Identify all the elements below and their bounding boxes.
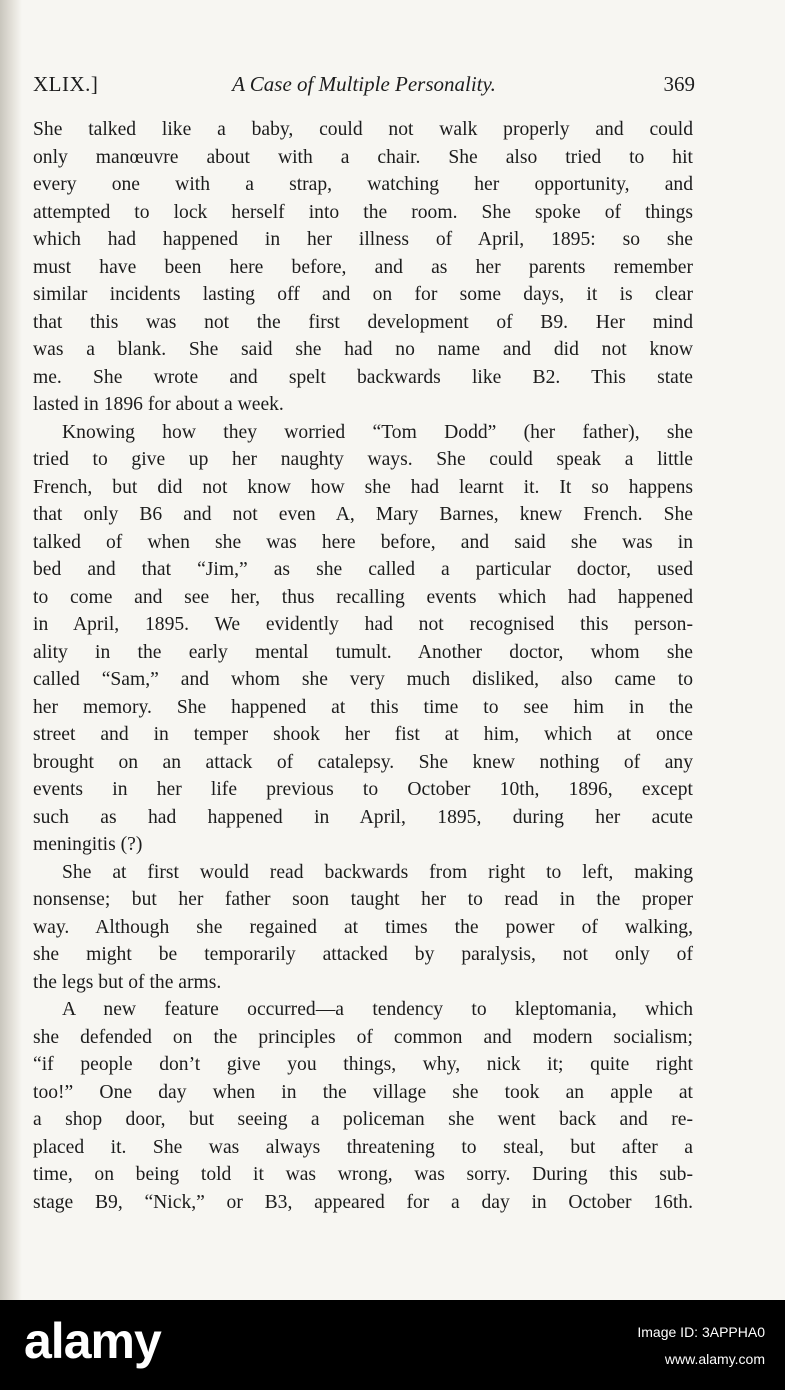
text-line: her memory. She happened at this time to see him in the bbox=[33, 696, 693, 718]
text-line: in April, 1895. We evidently had not recognised this person- bbox=[33, 614, 693, 635]
section-marker: XLIX.] bbox=[33, 72, 99, 96]
text-line: to come and see her, thus recalling events which had happened bbox=[33, 586, 693, 608]
text-line: tried to give up her naughty ways. She could speak a little bbox=[33, 449, 693, 470]
text-line: called “Sam,” and whom she very much disliked, also came to bbox=[33, 669, 693, 690]
site-url: www.alamy.com bbox=[664, 1351, 765, 1367]
text-line: time, on being told it was wrong, was sorry. During this sub- bbox=[33, 1164, 693, 1185]
text-line: placed it. She was always threatening to steal, but after a bbox=[33, 1136, 693, 1158]
text-line: was a blank. She said she had no name and did not know bbox=[33, 339, 693, 360]
text-line: must have been here before, and as her parents remember bbox=[33, 256, 693, 278]
text-line: talked of when she was here before, and said she was in bbox=[33, 531, 693, 553]
text-line: brought on an attack of catalepsy. She knew nothing of any bbox=[33, 751, 693, 773]
text-line: French, but did not know how she had learnt it. It so happens bbox=[33, 476, 693, 498]
text-line: too!” One day when in the village she took an apple at bbox=[33, 1081, 693, 1103]
text-line: only manœuvre about with a chair. She also tried to hit bbox=[33, 146, 693, 168]
text-line: such as had happened in April, 1895, during her acute bbox=[33, 806, 693, 828]
body-text bbox=[33, 116, 693, 1216]
text-line: “if people don’t give you things, why, nick it; quite right bbox=[33, 1054, 693, 1075]
text-line: She at first would read backwards from right to left, making bbox=[62, 861, 693, 883]
text-line: lasted in 1896 for about a week. bbox=[33, 394, 284, 415]
text-line: she might be temporarily attacked by paralysis, not only of bbox=[33, 944, 693, 965]
watermark-bar bbox=[0, 1300, 785, 1390]
alamy-logo: alamy bbox=[24, 1313, 161, 1369]
text-line: stage B9, “Nick,” or B3, appeared for a day in October 16th. bbox=[33, 1191, 693, 1213]
text-line: me. She wrote and spelt backwards like B2. This state bbox=[33, 366, 693, 388]
running-head bbox=[33, 68, 695, 98]
text-line: events in her life previous to October 10th, 1896, except bbox=[33, 779, 693, 800]
text-line: which had happened in her illness of April, 1895: so she bbox=[33, 229, 693, 250]
chapter-title: A Case of Multiple Personality. bbox=[232, 72, 496, 96]
image-id-label: Image ID: 3APPHA0 bbox=[637, 1324, 765, 1340]
text-line: street and in temper shook her fist at him, which at once bbox=[33, 724, 693, 745]
text-line: the legs but of the arms. bbox=[33, 971, 222, 993]
text-line: bed and that “Jim,” as she called a particular doctor, used bbox=[33, 559, 693, 580]
text-line: She talked like a baby, could not walk properly and could bbox=[33, 119, 693, 140]
text-line: that this was not the first development of B9. Her mind bbox=[33, 311, 693, 333]
text-line: attempted to lock herself into the room. She spoke of things bbox=[33, 201, 693, 223]
text-line: A new feature occurred—a tendency to kleptomania, which bbox=[62, 999, 693, 1020]
text-line: meningitis (?) bbox=[33, 834, 143, 855]
text-line: that only B6 and not even A, Mary Barnes, knew French. She bbox=[33, 504, 693, 525]
text-line: ality in the early mental tumult. Another doctor, whom she bbox=[33, 641, 693, 663]
text-line: she defended on the principles of common and modern socialism; bbox=[33, 1026, 693, 1048]
text-line: way. Although she regained at times the power of walking, bbox=[33, 916, 693, 938]
text-line: Knowing how they worried “Tom Dodd” (her father), she bbox=[62, 421, 693, 443]
text-line: nonsense; but her father soon taught her to read in the proper bbox=[33, 889, 693, 910]
page-number: 369 bbox=[663, 72, 695, 96]
text-line: similar incidents lasting off and on for some days, it is clear bbox=[33, 284, 693, 305]
text-line: every one with a strap, watching her opportunity, and bbox=[33, 174, 693, 195]
text-line: a shop door, but seeing a policeman she went back and re- bbox=[33, 1109, 693, 1130]
